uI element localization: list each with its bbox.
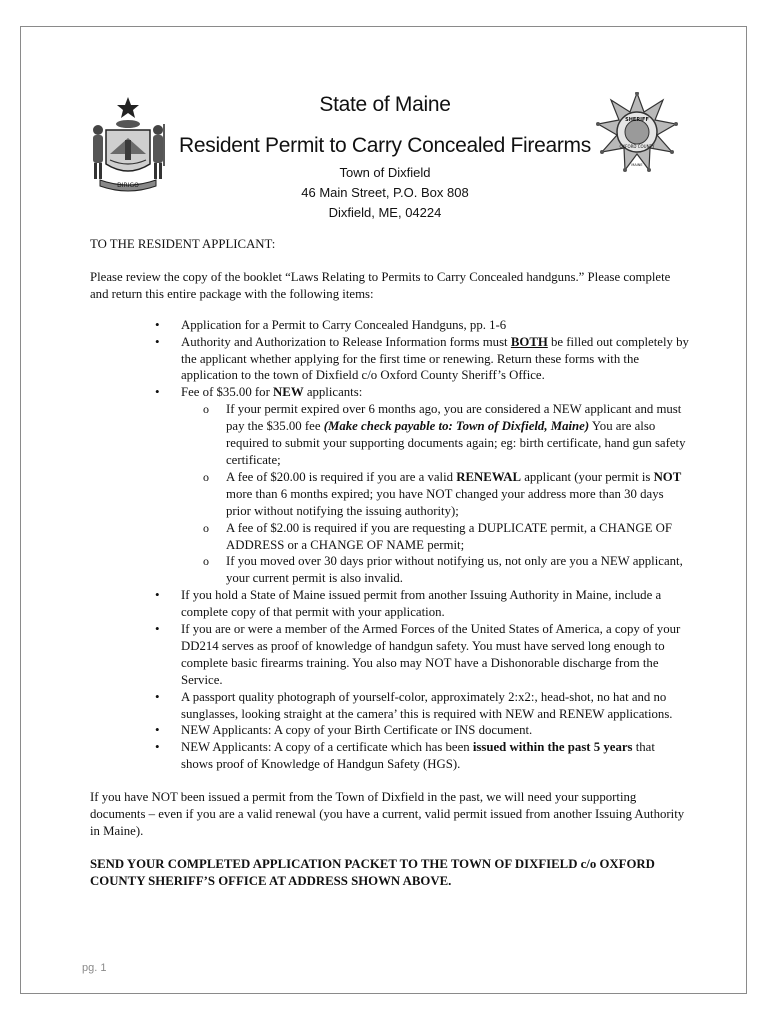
closing-paragraph: If you have NOT been issued a permit from the Town of Dixfield in the past, we will need your supporting documents – even if you are a valid renewal (you have a current, valid permit issued from another Issuing Authority in Maine).: [90, 790, 685, 838]
fee-sublist: [181, 401, 690, 587]
title-state: State of Maine: [319, 93, 451, 116]
title-permit: Resident Permit to Carry Concealed Firearms: [179, 134, 591, 157]
send-instructions: SEND YOUR COMPLETED APPLICATION PACKET TO THE TOWN OF DIXFIELD c/o OXFORD COUNTY SHERIFF’S OFFICE AT ADDRESS SHOWN ABOVE.: [90, 856, 655, 888]
badge-bottom-text: OXFORD COUNTY: [619, 144, 655, 149]
address-town: Town of Dixfield: [339, 165, 431, 180]
seal-banner-text: DIRIGO: [117, 182, 139, 189]
list-item: • If you are or were a member of the Armed Forces of the United States of America, a copy of your DD214 serves as proof of knowledge of handgun safety. You must have served long enough to complete basic firearms training. You also may NOT have a Dishonorable discharge from the Service.: [181, 621, 690, 689]
list-item: • NEW Applicants: A copy of a certificate which has been issued within the past 5 years that shows proof of Knowledge of Handgun Safety (HGS).: [181, 739, 690, 773]
requirements-list: [90, 317, 690, 773]
list-item: • Fee of $35.00 for NEW applicants: o If your permit expired over 6 months ago, you are considered a NEW applicant and must pay the $35.00 fee (Make check payable to: Town of Dixfield, Maine) You are also required to submit your supporting documents again; eg: birth certificate, hand gun safety certificate; o A fee of $20.00 is required if you are a valid RENEWAL applicant (your permit is NOT more than 6 months expired; you have NOT changed your address more than 30 days prior without notifying the issuing authority); o A fee of $2.00 is required if you are requesting a DUPLICATE permit, a CHANGE OF ADDRESS or a CHANGE OF NAME permit; o If you moved over 30 days prior without notifying us, not only are you a NEW applicant, your current permit is also invalid.: [181, 384, 690, 587]
document-body: [90, 236, 690, 890]
sub-list-item: o If your permit expired over 6 months ago, you are considered a NEW applicant and must pay the $35.00 fee (Make check payable to: Town of Dixfield, Maine) You are also required to submit your supporting documents again; eg: birth certificate, hand gun safety certificate;: [226, 401, 690, 469]
list-item: • NEW Applicants: A copy of your Birth Certificate or INS document.: [181, 722, 690, 739]
sub-list-item: o If you moved over 30 days prior without notifying us, not only are you a NEW applicant, your current permit is also invalid.: [226, 553, 690, 587]
intro-paragraph: Please review the copy of the booklet “Laws Relating to Permits to Carry Concealed handguns.” Please complete and return this entire package with the following items:: [90, 269, 671, 301]
address-street: 46 Main Street, P.O. Box 808: [301, 185, 469, 200]
list-item: • Authority and Authorization to Release Information forms must BOTH be filled out completely by the applicant whether applying for the first time or renewing. Return these forms with the application to the town of Dixfield c/o Oxford County Sheriff’s Office.: [181, 334, 690, 385]
sub-list-item: o A fee of $2.00 is required if you are requesting a DUPLICATE permit, a CHANGE OF ADDRESS or a CHANGE OF NAME permit;: [226, 520, 690, 554]
badge-top-text: SHERIFF: [625, 117, 649, 123]
badge-state-text: MAINE: [631, 163, 643, 167]
list-item: • Application for a Permit to Carry Concealed Handguns, pp. 1-6: [181, 317, 690, 334]
sub-list-item: o A fee of $20.00 is required if you are a valid RENEWAL applicant (your permit is NOT more than 6 months expired; you have NOT changed your address more than 30 days prior without notifying the issuing authority);: [226, 469, 690, 520]
list-item: • If you hold a State of Maine issued permit from another Issuing Authority in Maine, include a complete copy of that permit with your application.: [181, 587, 690, 621]
address-city: Dixfield, ME, 04224: [328, 205, 442, 220]
page-number: pg. 1: [82, 962, 107, 974]
list-item: • A passport quality photograph of yourself-color, approximately 2:x2:, head-shot, no hat and no sunglasses, looking straight at the camera’ this is required with NEW and RENEW applications.: [181, 689, 690, 723]
salutation: TO THE RESIDENT APPLICANT:: [90, 237, 276, 251]
